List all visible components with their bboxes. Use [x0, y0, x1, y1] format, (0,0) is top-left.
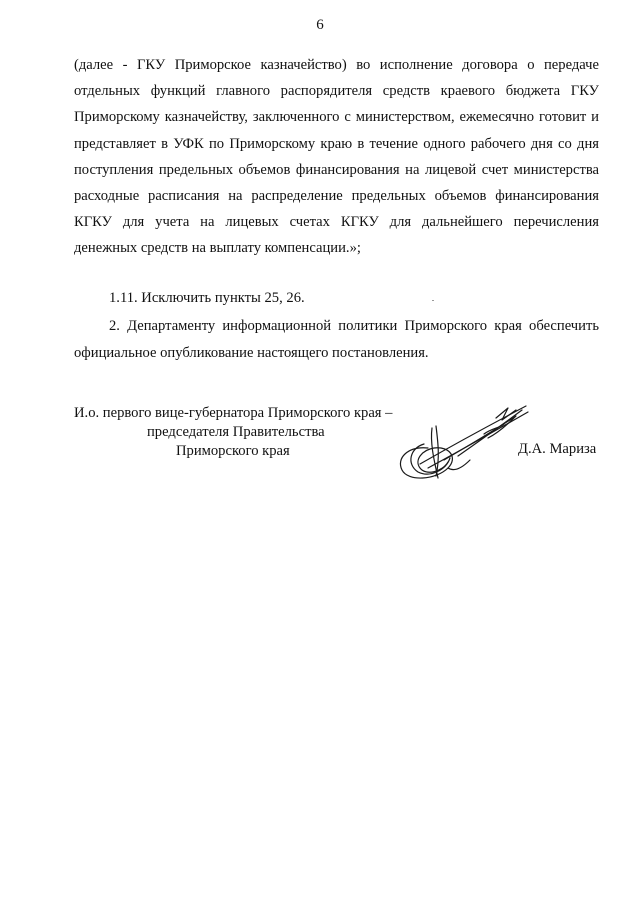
handwritten-signature [388, 398, 538, 488]
signatory-position-line-3: Приморского края [176, 443, 290, 459]
signatory-position-line-1: И.о. первого вице-губернатора Приморского края – [74, 405, 393, 421]
item-1-11-paragraph: 1.11. Исключить пункты 25, 26. [109, 290, 305, 306]
signatory-position-line-2: председателя Правительства [147, 424, 325, 440]
page-number: 6 [316, 17, 324, 33]
item-2-paragraph: 2. Департаменту информационной политики Приморского края обеспечить официальное опубликование настоящего постановления. [74, 318, 599, 361]
scan-speck [432, 300, 434, 301]
continuation-paragraph: (далее - ГКУ Приморское казначейство) во исполнение договора о передаче отдельных функций главного распорядителя средств краевого бюджета ГКУ Приморскому казначейству, заключенного с министерством, ежемесячно готовит и представляет в УФК по Приморскому краю в течение одного рабочего дня со дня поступления предельных объемов финансирования на лицевой счет министерства расходные расписания на распределение предельных объемов финансирования КГКУ для учета на лицевых счетах КГКУ для дальнейшего перечисления денежных средств на выплату компенсации.»; [74, 57, 599, 257]
signatory-name: Д.А. Мариза [518, 441, 597, 457]
